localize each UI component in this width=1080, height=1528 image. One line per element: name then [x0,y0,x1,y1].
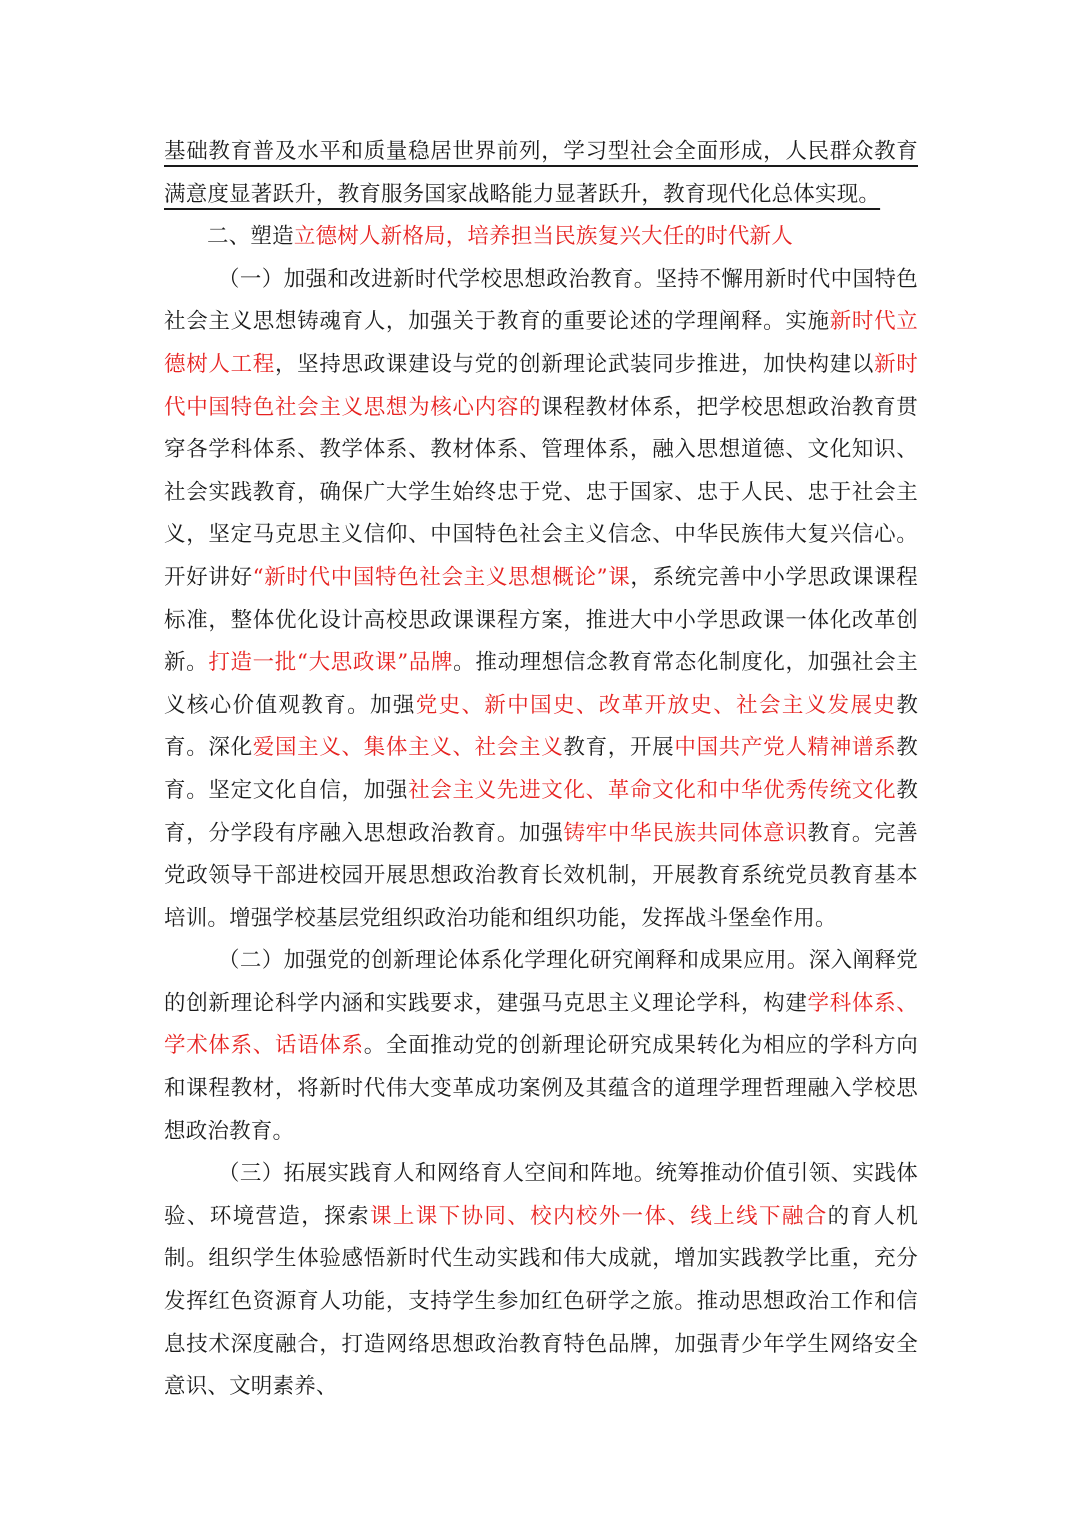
intro-underlined-text: 基础教育普及水平和质量稳居世界前列，学习型社会全面形成，人民群众教育满意度显著跃升，教育服务国家战略能力显著跃升，教育现代化总体实现。 [164,139,918,207]
text-segment: （二）加强党的创新理论体系化学理化研究阐释和成果应用。深入阐释党的创新理论科学内涵和实践要求，建强马克思主义理论学科，构建 [164,948,918,1016]
highlight-segment: 新时代立德树人工程 [164,309,918,377]
paragraph-innovative-theory [164,940,918,1153]
document-body [164,131,918,1409]
text-segment: 课程教材体系，把学校思想政治教育贯穿各学科体系、教学体系、教材体系、管理体系，融入思想道德、文化知识、社会实践教育，确保广大学生始终忠于党、忠于国家、忠于人民、忠于社会主义，坚定马克思主义信仰、中国特色社会主义信念、中华民族伟大复兴信心。开好讲好 [164,394,919,590]
highlight-segment: 打造一批“大思政课”品牌 [208,650,454,676]
text-segment: 教育。深化 [164,692,919,761]
intro-paragraph [164,131,918,216]
highlight-segment: 学科体系、学术体系、话语体系 [164,990,918,1059]
text-segment: （一）加强和改进新时代学校思想政治教育。坚持不懈用新时代中国特色社会主义思想铸魂育人，加强关于教育的重要论述的学理阐释。实施 [164,266,918,335]
highlight-segment: 党史、新中国史、改革开放史、社会主义发展史 [415,692,897,718]
highlight-segment: 铸牢中华民族共同体意识 [563,820,808,846]
highlight-segment: 爱国主义、集体主义、社会主义 [252,735,564,761]
text-segment: 教育，开展 [563,735,675,761]
text-segment: 教育。完善党政领导干部进校园开展思想政治教育长效机制，开展教育系统党员教育基本培训。增强学校基层党组织政治功能和组织功能，发挥战斗堡垒作用。 [164,820,918,931]
highlight-segment: 中国共产党人精神谱系 [674,735,897,761]
text-segment: 的育人机制。组织学生体验感悟新时代生动实践和伟大成就，增加实践教学比重，充分发挥红色资源育人功能，支持学生参加红色研学之旅。推动思想政治工作和信息技术深度融合，打造网络思想政治教育特色品牌，加强青少年学生网络安全意识、文明素养、 [164,1203,918,1400]
text-segment: 。推动理想信念教育常态化制度化，加强社会主义核心价值观教育。加强 [164,650,918,718]
text-segment: 教育，分学段有序融入思想政治教育。加强 [164,777,919,846]
highlight-segment: “新时代中国特色社会主义思想概论”课 [252,564,631,590]
section-heading-prefix: 二、塑造 [207,224,294,250]
text-segment: （三）拓展实践育人和网络育人空间和阵地。统筹推动价值引领、实践体验、环境营造，探索 [164,1161,918,1229]
highlight-segment: 社会主义先进文化、革命文化和中华优秀传统文化 [408,777,897,803]
text-segment: 。全面推动党的创新理论研究成果转化为相应的学科方向和课程教材，将新时代伟大变革成功案例及其蕴含的道理学理哲理融入学校思想政治教育。 [164,1033,918,1144]
text-segment: ，系统完善中小学思政课课程标准，整体优化设计高校思政课课程方案，推进大中小学思政课一体化改革创新。 [164,564,918,676]
paragraph-practice-network [164,1153,918,1409]
text-segment: 教育。坚定文化自信，加强 [164,735,918,803]
highlight-segment: 新时代中国特色社会主义思想为核心内容的 [164,351,918,420]
section-heading-title: 立德树人新格局，培养担当民族复兴大任的时代新人 [293,224,793,250]
highlight-segment: 课上课下协同、校内校外一体、线上线下融合 [369,1203,828,1229]
text-segment: ，坚持思政课建设与党的创新理论武装同步推进，加快构建以 [274,351,875,377]
paragraph-ideological-education [164,259,918,941]
section-heading [164,216,918,259]
